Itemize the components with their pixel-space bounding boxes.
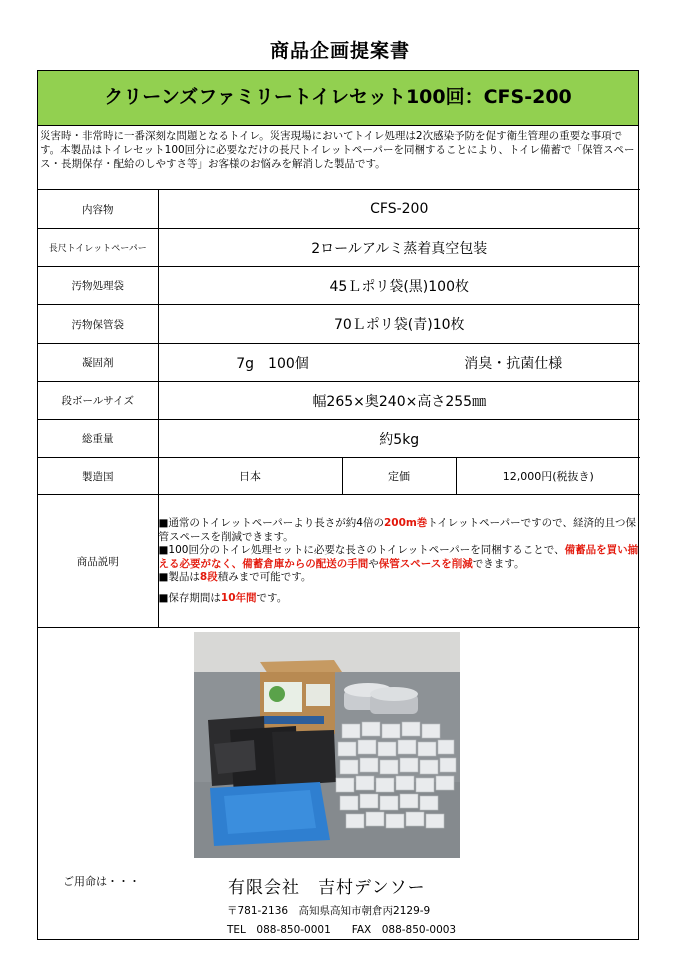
spec-row-contents [38, 190, 640, 229]
spec-value: 2ロールアルミ蒸着真空包装 [158, 229, 640, 267]
intro-text: 災害時・非常時に一番深刻な問題となるトイレ。災害現場においてトイレ処理は2次感染予防を促す衛生管理の重要な事項です。本製品はトイレセット100回分に必要なだけの長尺トイレットペーパーを同梱することにより、トイレ備蓄で「保管スペース・長期保存・配給のしやすさ等」お客様のお悩みを解消した製品です。 [40, 130, 635, 170]
product-name-banner: クリーンズファミリートイレセット100回：CFS-200 [38, 71, 638, 126]
company-contact: TEL 088-850-0001 FAX 088-850-0003 [227, 924, 457, 936]
spec-row-box-size [38, 382, 640, 420]
price-value: 12,000円(税抜き) [456, 458, 640, 495]
description-point: ■通常のトイレットペーパーより長さが約4倍の200m巻トイレットペーパーですので、経済的且つ保管スペースを削減できます。 [158, 517, 636, 543]
coagulant-feature: 消臭・抗菌仕様 [464, 355, 563, 372]
document-title: 商品企画提案書 [269, 40, 410, 62]
spec-label: 汚物保管袋 [38, 305, 158, 344]
company-address: 〒781-2136 高知県高知市朝倉丙2129-9 [227, 905, 431, 917]
spec-label: 長尺トイレットペーパー [38, 229, 158, 267]
spec-row-disposal-bag [38, 267, 640, 305]
spec-row-coagulant [38, 344, 640, 382]
spec-value: 幅265×奥240×高さ255㎜ [158, 382, 640, 420]
description-point: ■保存期間は10年間です。 [158, 591, 288, 604]
proposal-frame [37, 70, 639, 940]
spec-label: 凝固剤 [38, 344, 158, 382]
company-name: 有限会社 吉村デンソー [228, 878, 426, 898]
description-label: 商品説明 [38, 495, 158, 628]
description-point: ■100回分のトイレ処理セットに必要な長さのトイレットペーパーを同梱することで、備蓄品を買い揃える必要がなく、備蓄倉庫からの配送の手間や保管スペースを削減できます。 [158, 544, 639, 570]
spec-value: 45Ｌポリ袋(黒)100枚 [158, 267, 640, 305]
spec-row-storage-bag [38, 305, 640, 344]
description-point: ■製品は8段積みまで可能です。 [158, 571, 312, 583]
spec-row-origin [38, 458, 640, 495]
spec-label: 製造国 [38, 458, 158, 495]
inquiry-label: ご用命は・・・ [63, 875, 140, 888]
spec-table [38, 189, 640, 628]
coagulant-quantity: 7g 100個 [236, 355, 309, 372]
spec-value: CFS-200 [158, 190, 640, 229]
spec-label: 汚物処理袋 [38, 267, 158, 305]
spec-row-description [38, 495, 640, 628]
spec-value: 約5kg [158, 420, 640, 458]
spec-row-paper [38, 229, 640, 267]
spec-label: 内容物 [38, 190, 158, 229]
spec-label: 総重量 [38, 420, 158, 458]
spec-label: 段ボールサイズ [38, 382, 158, 420]
product-photo-illustration [194, 632, 460, 858]
description-body [158, 495, 640, 628]
spec-value: 70Ｌポリ袋(青)10枚 [158, 305, 640, 344]
origin-value: 日本 [158, 458, 342, 495]
price-label: 定価 [342, 458, 456, 495]
product-photo [194, 632, 460, 858]
spec-row-weight [38, 420, 640, 458]
